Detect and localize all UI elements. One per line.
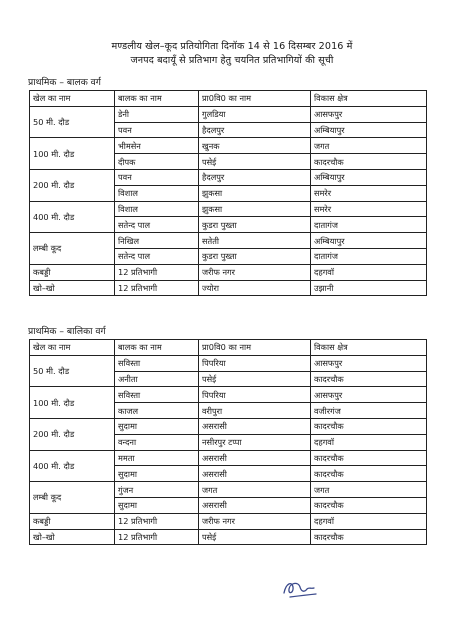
table-row bbox=[30, 418, 427, 434]
block-cell: कादरचौक bbox=[311, 466, 427, 482]
participant-cell: भीमसेन bbox=[115, 138, 199, 154]
column-header: विकास क्षेत्र bbox=[311, 91, 427, 107]
block-cell: दहगवॉ bbox=[311, 513, 427, 529]
participant-cell: सविस्ता bbox=[115, 387, 199, 403]
school-cell: जरीफ नगर bbox=[199, 264, 311, 280]
title-line-2: जनपद बदायूँ से प्रतिभाग हेतु चयनित प्रतिभागियों की सूची bbox=[130, 55, 334, 66]
school-cell: खुनक bbox=[199, 138, 311, 154]
block-cell: कादरचौक bbox=[311, 529, 427, 545]
participant-cell: निखिल bbox=[115, 233, 199, 249]
event-name-cell: खो–खो bbox=[30, 529, 115, 545]
school-cell: हैदलपुर bbox=[199, 122, 311, 138]
block-cell: वजीरगंज bbox=[311, 403, 427, 419]
table-row bbox=[30, 529, 427, 545]
event-name-cell: खो–खो bbox=[30, 280, 115, 296]
school-cell: पिपरिया bbox=[199, 355, 311, 371]
block-cell: उझानी bbox=[311, 280, 427, 296]
school-cell: कुडरा पुख्ता bbox=[199, 217, 311, 233]
school-cell: असरासी bbox=[199, 418, 311, 434]
block-cell: अम्बियापुर bbox=[311, 169, 427, 185]
block-cell: दातागंज bbox=[311, 217, 427, 233]
table-row bbox=[30, 201, 427, 217]
school-cell: पसेई bbox=[199, 529, 311, 545]
event-name-cell: 400 मी. दौड bbox=[30, 201, 115, 233]
participant-cell: अनीता bbox=[115, 371, 199, 387]
participant-cell: पवन bbox=[115, 122, 199, 138]
block-cell: समरेर bbox=[311, 185, 427, 201]
participant-cell: दीपक bbox=[115, 154, 199, 170]
event-name-cell: 50 मी. दौड bbox=[30, 106, 115, 138]
table-header-row bbox=[30, 91, 427, 107]
table-row bbox=[30, 280, 427, 296]
school-cell: झुकसा bbox=[199, 185, 311, 201]
participant-cell: विशाल bbox=[115, 201, 199, 217]
column-header: प्रा0वि0 का नाम bbox=[199, 340, 311, 356]
block-cell: कादरचौक bbox=[311, 154, 427, 170]
school-cell: कुडरा पुख्ता bbox=[199, 248, 311, 264]
block-cell: समरेर bbox=[311, 201, 427, 217]
boys-section-heading: प्राथमिक – बालक वर्ग bbox=[28, 77, 101, 88]
table-row bbox=[30, 482, 427, 498]
school-cell: हैदलपुर bbox=[199, 169, 311, 185]
column-header: विकास क्षेत्र bbox=[311, 340, 427, 356]
participant-cell: डेनी bbox=[115, 106, 199, 122]
participant-cell: वन्दना bbox=[115, 434, 199, 450]
column-header: बालक का नाम bbox=[115, 91, 199, 107]
column-header: प्रा0वि0 का नाम bbox=[199, 91, 311, 107]
participant-cell: 12 प्रतिभागी bbox=[115, 513, 199, 529]
school-cell: गुलडिया bbox=[199, 106, 311, 122]
block-cell: कादरचौक bbox=[311, 450, 427, 466]
event-name-cell: 50 मी. दौड bbox=[30, 355, 115, 387]
column-header: खेल का नाम bbox=[30, 340, 115, 356]
table-row bbox=[30, 355, 427, 371]
block-cell: अम्बियापुर bbox=[311, 233, 427, 249]
participant-cell: काजल bbox=[115, 403, 199, 419]
block-cell: दातागंज bbox=[311, 248, 427, 264]
block-cell: आसफपुर bbox=[311, 387, 427, 403]
block-cell: जगत bbox=[311, 138, 427, 154]
girls-table bbox=[29, 339, 427, 545]
event-name-cell: कबड्डी bbox=[30, 513, 115, 529]
block-cell: कादरचौक bbox=[311, 371, 427, 387]
column-header: खेल का नाम bbox=[30, 91, 115, 107]
participant-cell: 12 प्रतिभागी bbox=[115, 529, 199, 545]
event-name-cell: 100 मी. दौड bbox=[30, 387, 115, 419]
table-row bbox=[30, 387, 427, 403]
event-name-cell: 100 मी. दौड bbox=[30, 138, 115, 170]
table-row bbox=[30, 233, 427, 249]
signature-mark bbox=[280, 575, 320, 601]
school-cell: पसेई bbox=[199, 371, 311, 387]
event-name-cell: 400 मी. दौड bbox=[30, 450, 115, 482]
school-cell: जगत bbox=[199, 482, 311, 498]
table-row bbox=[30, 106, 427, 122]
participant-cell: सुदामा bbox=[115, 418, 199, 434]
table-row bbox=[30, 513, 427, 529]
participant-cell: गुंजन bbox=[115, 482, 199, 498]
participant-cell: विशाल bbox=[115, 185, 199, 201]
block-cell: आसफपुर bbox=[311, 106, 427, 122]
school-cell: ज्योरा bbox=[199, 280, 311, 296]
block-cell: दहगवॉ bbox=[311, 434, 427, 450]
table-row bbox=[30, 138, 427, 154]
school-cell: वरीपुरा bbox=[199, 403, 311, 419]
school-cell: असरासी bbox=[199, 497, 311, 513]
school-cell: झुकसा bbox=[199, 201, 311, 217]
participant-cell: सतेन्द पाल bbox=[115, 217, 199, 233]
participant-cell: 12 प्रतिभागी bbox=[115, 280, 199, 296]
school-cell: पिपरिया bbox=[199, 387, 311, 403]
block-cell: कादरचौक bbox=[311, 497, 427, 513]
table-row bbox=[30, 450, 427, 466]
document-title bbox=[22, 40, 442, 68]
event-name-cell: लम्बी कूद bbox=[30, 233, 115, 265]
participant-cell: सुदामा bbox=[115, 497, 199, 513]
block-cell: अम्बियापुर bbox=[311, 122, 427, 138]
participant-cell: सुदामा bbox=[115, 466, 199, 482]
block-cell: दहगवॉ bbox=[311, 264, 427, 280]
block-cell: कादरचौक bbox=[311, 418, 427, 434]
boys-table bbox=[29, 90, 427, 296]
school-cell: सतेती bbox=[199, 233, 311, 249]
girls-section-heading: प्राथमिक – बालिका वर्ग bbox=[28, 326, 106, 337]
table-row bbox=[30, 264, 427, 280]
event-name-cell: 200 मी. दौड bbox=[30, 169, 115, 201]
participant-cell: पवन bbox=[115, 169, 199, 185]
school-cell: असरासी bbox=[199, 450, 311, 466]
participant-cell: सविस्ता bbox=[115, 355, 199, 371]
school-cell: पसेई bbox=[199, 154, 311, 170]
block-cell: जगत bbox=[311, 482, 427, 498]
participant-cell: ममता bbox=[115, 450, 199, 466]
table-row bbox=[30, 169, 427, 185]
event-name-cell: कबड्डी bbox=[30, 264, 115, 280]
participant-cell: 12 प्रतिभागी bbox=[115, 264, 199, 280]
event-name-cell: लम्बी कूद bbox=[30, 482, 115, 514]
school-cell: नसीरपुर टप्पा bbox=[199, 434, 311, 450]
table-header-row bbox=[30, 340, 427, 356]
school-cell: असरासी bbox=[199, 466, 311, 482]
title-line-1: मण्डलीय खेल–कूद प्रतियोगिता दिनॉक 14 से 16 दिसम्बर 2016 में bbox=[111, 41, 353, 52]
school-cell: जरीफ नगर bbox=[199, 513, 311, 529]
event-name-cell: 200 मी. दौड bbox=[30, 418, 115, 450]
block-cell: आसफपुर bbox=[311, 355, 427, 371]
column-header: बालक का नाम bbox=[115, 340, 199, 356]
participant-cell: सतेन्द पाल bbox=[115, 248, 199, 264]
